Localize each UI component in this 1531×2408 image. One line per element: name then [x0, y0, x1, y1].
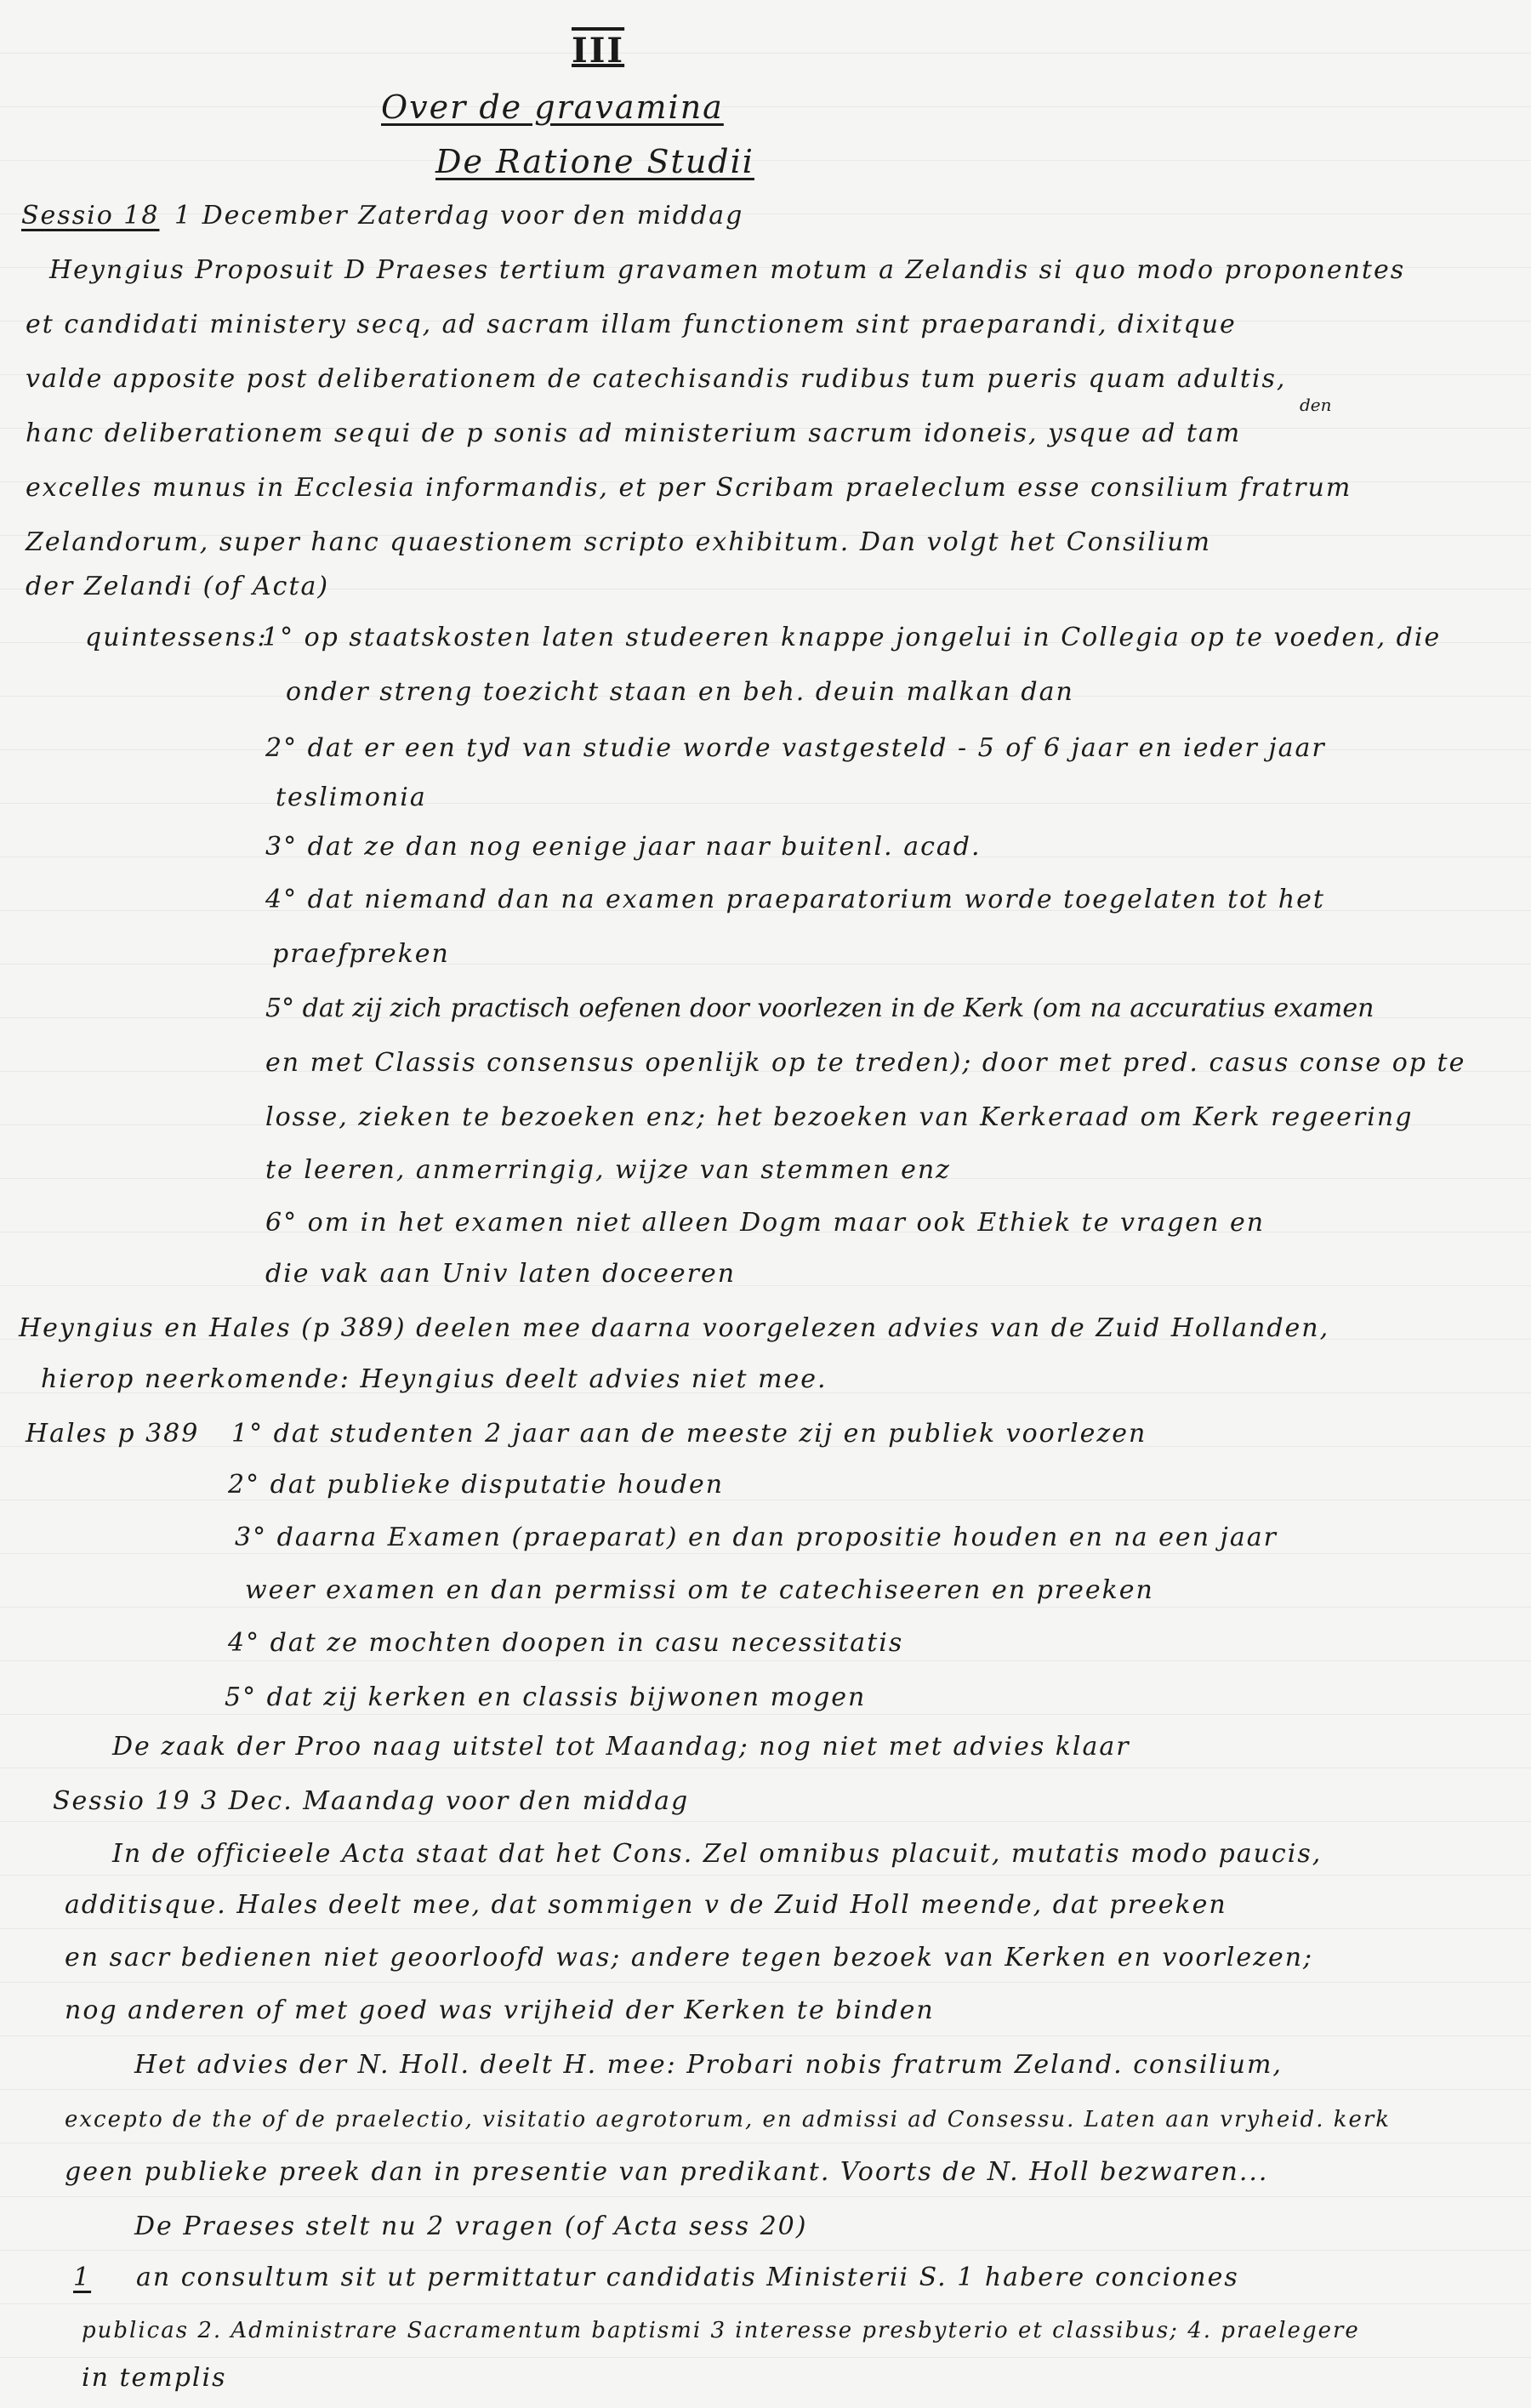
- text-line: hanc deliberationem sequi de p sonis ad ministerium sacrum idoneis, ysque ad tam: [26, 418, 1242, 448]
- text-line: De zaak der Proo naag uitstel tot Maandag; nog niet met advies klaar: [112, 1732, 1130, 1762]
- list-item: 3° daarna Examen (praeparat) en dan propositie houden en na een jaar: [235, 1523, 1278, 1552]
- text-line: excepto de the of de praelectio, visitatio aegrotorum, en admissi ad Consessu. Laten aan vryheid. kerk: [65, 2107, 1392, 2132]
- list-item: 3° dat ze dan nog eenige jaar naar buitenl. acad.: [265, 832, 982, 862]
- text-line: additisque. Hales deelt mee, dat sommigen v de Zuid Holl meende, dat preeken: [65, 1890, 1227, 1920]
- list-item: 5° dat zij kerken en classis bijwonen mogen: [225, 1682, 867, 1712]
- list-item-cont: weer examen en dan permissi om te catechiseeren en preeken: [245, 1575, 1154, 1605]
- list-item: 5° dat zij zich practisch oefenen door voorlezen in de Kerk (om na accuratius examen: [265, 993, 1374, 1023]
- text-line: hierop neerkomende: Heyngius deelt advies niet mee.: [41, 1364, 828, 1394]
- margin-label: quintessens:: [85, 623, 268, 652]
- question-number: 1: [73, 2263, 92, 2292]
- margin-label: Hales p 389: [26, 1419, 200, 1449]
- session-date: 1 December Zaterdag voor den middag: [174, 201, 744, 231]
- list-item: 1° dat studenten 2 jaar aan de meeste zij en publiek voorlezen: [231, 1419, 1147, 1449]
- list-item-cont: en met Classis consensus openlijk op te treden); door met pred. casus conse op te: [265, 1048, 1466, 1078]
- text-line: valde apposite post deliberationem de catechisandis rudibus tum pueris quam adultis,: [26, 364, 1287, 394]
- text-line: Het advies der N. Holl. deelt H. mee: Probari nobis fratrum Zeland. consilium,: [134, 2050, 1283, 2080]
- chapter-number: III: [572, 31, 625, 71]
- list-item-cont: te leeren, anmerringig, wijze van stemmen enz: [265, 1155, 951, 1185]
- text-line: geen publieke preek dan in presentie van predikant. Voorts de N. Holl bezwaren...: [65, 2157, 1269, 2187]
- interlinear-note: den: [1300, 395, 1332, 415]
- list-item-cont: die vak aan Univ laten doceeren: [265, 1259, 737, 1289]
- text-line: De Praeses stelt nu 2 vragen (of Acta sess 20): [134, 2212, 808, 2241]
- text-line: an consultum sit ut permittatur candidatis Ministerii S. 1 habere conciones: [136, 2263, 1239, 2292]
- list-item: 2° dat publieke disputatie houden: [228, 1470, 725, 1500]
- session-heading: Sessio 19 3 Dec. Maandag voor den middag: [53, 1786, 690, 1816]
- text-line: Heyngius en Hales (p 389) deelen mee daarna voorgelezen advies van de Zuid Hollanden,: [19, 1313, 1330, 1343]
- list-item: 6° om in het examen niet alleen Dogm maar ook Ethiek te vragen en: [265, 1208, 1266, 1238]
- list-item-cont: onder streng toezicht staan en beh. deuin malkan dan: [286, 677, 1074, 707]
- page-title: Over de gravamina: [381, 88, 724, 126]
- text-line: nog anderen of met goed was vrijheid der Kerken te binden: [65, 1995, 935, 2025]
- text-line: Zelandorum, super hanc quaestionem scripto exhibitum. Dan volgt het Consilium: [26, 527, 1212, 557]
- text-line: In de officieele Acta staat dat het Cons. Zel omnibus placuit, mutatis modo paucis,: [112, 1839, 1323, 1869]
- text-line: en sacr bedienen niet geoorloofd was; andere tegen bezoek van Kerken en voorlezen;: [65, 1943, 1314, 1973]
- text-line: der Zelandi (of Acta): [26, 572, 330, 601]
- list-item: 1° op staatskosten laten studeeren knappe jongelui in Collegia op te voeden, die: [262, 623, 1442, 652]
- text-line: et candidati ministery secq, ad sacram illam functionem sint praeparandi, dixitque: [26, 310, 1237, 339]
- list-item: 4° dat niemand dan na examen praeparatorium worde toegelaten tot het: [265, 885, 1325, 914]
- text-line: excelles munus in Ecclesia informandis, et per Scribam praeleclum esse consilium fratrum: [26, 473, 1352, 503]
- page-subtitle: De Ratione Studii: [435, 143, 754, 180]
- list-item: 4° dat ze mochten doopen in casu necessitatis: [228, 1628, 904, 1658]
- list-item-cont: praefpreken: [272, 939, 450, 969]
- text-line: publicas 2. Administrare Sacramentum baptismi 3 interesse presbyterio et classibus; 4. praelegere: [82, 2318, 1360, 2343]
- text-line: in templis: [82, 2363, 227, 2393]
- list-item: 2° dat er een tyd van studie worde vastgesteld - 5 of 6 jaar en ieder jaar: [265, 733, 1326, 763]
- session-label: Sessio 18: [21, 201, 160, 231]
- list-item-cont: teslimonia: [276, 783, 427, 812]
- list-item-cont: losse, zieken te bezoeken enz; het bezoeken van Kerkeraad om Kerk regeering: [265, 1102, 1414, 1132]
- text-line: Heyngius Proposuit D Praeses tertium gravamen motum a Zelandis si quo modo proponentes: [49, 255, 1406, 285]
